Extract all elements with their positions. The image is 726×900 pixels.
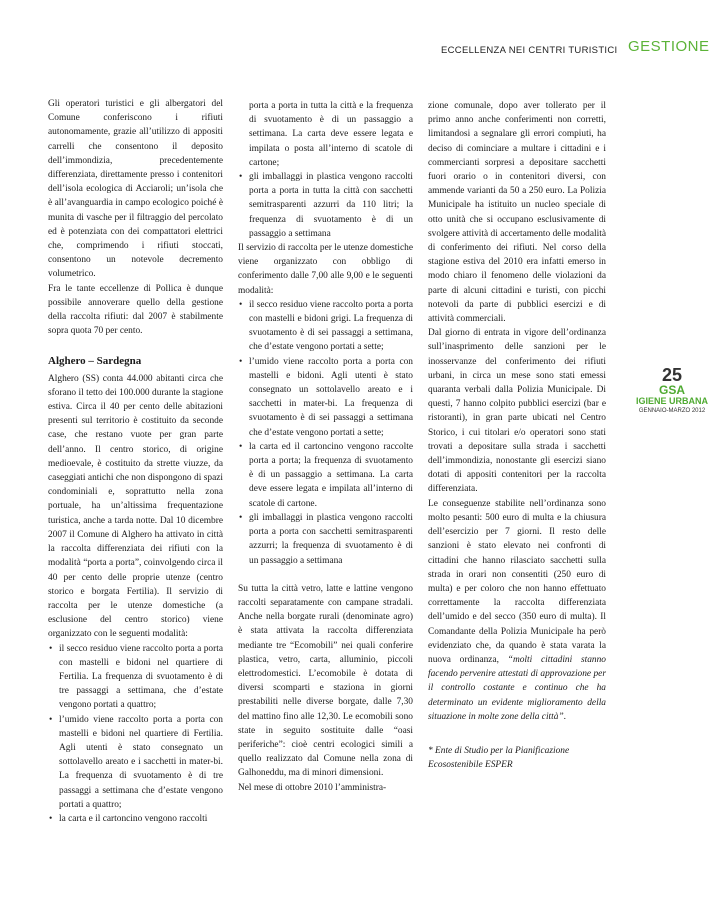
list-item: • il secco residuo viene raccolto porta a porta con mastelli e bidoni nel quartiere di Fertilia. La frequenza di svuotamento è di tre passaggi a settimana, che d’estate vengono portati a quattro; (48, 642, 223, 713)
column-2 (238, 99, 413, 795)
page-number: 25 (661, 365, 683, 385)
magazine-logo: GSA (658, 383, 685, 397)
paragraph: Fra le tante eccellenze di Pollica è dunque possibile annoverare quello della gestione della raccolta rifiuti: dal 2007 è stabilmente sopra quota 70 per cento. (48, 283, 223, 337)
quote: “molti cittadini stanno facendo pervenire attestati di approvazione per il controllo costante e continuo che ha determinato un evidente miglioramento della situazione in molte zone della città” (428, 654, 606, 722)
bullet-list (48, 642, 223, 827)
bullet-list (238, 298, 413, 568)
section-label: ECCELLENZA NEI CENTRI TURISTICI (441, 45, 618, 56)
list-item: • gli imballaggi in plastica vengono raccolti porta a porta in tutta la città con sacchetti semitrasparenti azzurri da 110 litri; la frequenza di svuotamento è di un passaggio a settimana (238, 170, 413, 241)
list-item: • l’umido viene raccolto porta a porta con mastelli e bidoni nel quartiere di Fertilia. Agli utenti è stato consegnato un sottolavello areato e i sacchetti in mater-bi. La frequenza di svuotamento è di tre passaggi a settimana che d’estate vengono portati a quattro; (48, 713, 223, 812)
article-subheading: Alghero – Sardegna (48, 355, 142, 368)
page-header (0, 38, 726, 62)
paragraph-end: . (563, 711, 567, 722)
bullet-list (238, 170, 413, 241)
section-title: GESTIONE (628, 38, 710, 55)
paragraph (428, 497, 606, 724)
page-folio (636, 366, 708, 415)
paragraph: Dal giorno di entrata in vigore dell’ordinanza sull’inasprimento delle sanzioni per le inosservanze del conferimento dei rifiuti urbani, in circa un mese sono stati emessi quaranta verbali dalla Polizia Municipale. Di questi, 7 hanno colpito pubblici esercizi (bar e ristoranti), in gran parte ubicati nel Centro Storico, i cui titolari e/o operatori sono stati trovati a depositare sulla strada i sacchetti dell’immondizia, nonostante gli esercizi siano dotati di appositi contenitori per la raccolta differenziata. (428, 328, 606, 495)
paragraph: Gli operatori turistici e gli albergatori del Comune conferiscono i rifiuti autonomamente, grazie all’utilizzo di appositi carrelli che consentono il deposito dell’immondizia, precedentemente differenziata, direttamente presso i contenitori dell’isola ecologica di Acciaroli; un’isola che è all’avanguardia in campo ecologico poiché è munita di vasche per il filtraggio del percolato ed è potenziata con dei compattatori elettrici che, comprimendo i rifiuti stoccati, consentono un notevole decremento volumetrico. (48, 99, 223, 280)
paragraph: Su tutta la città vetro, latte e lattine vengono raccolti separatamente con campane stradali. Anche nella borgate rurali (denominate agro) è stata attivata la raccolta differenziata mediante tre “Ecomobili” nei quali conferire plastica, vetro, carta, alluminio, piccoli elettrodomestici. L’ecomobile è dotata di diversi scomparti e staziona in giorni prestabiliti nelle diverse borgate, dalle 7,30 del mattino fino alle 12,30. Le ecomobili sono state in seguito sostituite dalle “oasi periferiche”: cioè centri ecologici simili a quello realizzato dal Comune nella zona di Galhoneddu, ma di minori dimensioni. (238, 583, 413, 779)
footnote: * Ente di Studio per la Pianificazione Ecosostenibile ESPER (428, 745, 570, 771)
list-item: • la carta ed il cartoncino vengono raccolte porta a porta; la frequenza di svuotamento è di un passaggio a settimana. La carta deve essere legata e impilata all’interno di scatole di cartone. (238, 440, 413, 511)
paragraph: zione comunale, dopo aver tollerato per il primo anno anche conferimenti non corretti, limitandosi a segnalare gli errori compiuti, ha deciso di cominciare a multare i cittadini e i commercianti sorpresi a depositare sacchetti fuori orario o in contenitori diversi, con ammende varianti da 50 a 250 euro. La Polizia Municipale ha istituito un nucleo speciale di otto unità che si occupano esclusivamente di svolgere attività di accertamento delle modalità di conferimento dei rifiuti. Nel corso della stagione estiva del 2010 era infatti emerso in modo chiaro il fenomeno delle violazioni da parte di alcuni cittadini e turisti, con picchi notevoli da parte di pubblici esercizi e di attività commerciali. (428, 101, 606, 325)
column-1 (48, 97, 223, 826)
paragraph: Alghero (SS) conta 44.000 abitanti circa che sforano il tetto dei 100.000 durante la stagione estiva. Circa il 40 per cento delle abitazioni presenti sul territorio è costituito da seconde case, che restano vuote per gran parte dell’anno. Il centro storico, di origine medioevale, è costituito da strette viuzze, da caseggiati antichi che non dispongono di spazi condominiali e, soprattutto nella zona portuale, ha un’altissima frequentazione turistica, anche a tarda notte. Dal 10 dicembre 2007 il Comune di Alghero ha attivato in città la raccolta differenziata dei rifiuti con la modalità “porta a porta”, coinvolgendo circa il 40 per cento delle proprie utenze (centro storico e borgata Fertilia). Il servizio di raccolta per le utenze domestiche (a esclusione del centro storico) viene organizzato con le seguenti modalità: (48, 373, 223, 640)
magazine-subtitle: IGIENE URBANA (636, 396, 709, 406)
paragraph: Nel mese di ottobre 2010 l’amministra- (238, 782, 387, 793)
list-item: • la carta e il cartoncino vengono raccolti (48, 812, 223, 826)
column-3 (428, 99, 606, 772)
paragraph: Il servizio di raccolta per le utenze domestiche viene organizzato con obbligo di conferimento dalle 7,00 alle 9,00 e le seguenti modalità: (238, 243, 413, 296)
list-item: • l’umido viene raccolto porta a porta con mastelli e bidoni. Agli utenti è stato consegnato un sottolavello areato e i sacchetti in mater-bi. La frequenza di svuotamento è di sei passaggi a settimana che d’estate vengono portati a sette; (238, 355, 413, 440)
issue-date: GENNAIO-MARZO 2012 (638, 408, 706, 414)
paragraph-text: Le conseguenze stabilite nell’ordinanza sono molto pesanti: 500 euro di multa e la chiusura dell’esercizio per 7 giorni. Il resto delle sanzioni è stato elevato nei confronti di cittadini che hanno rilasciato sacchetti sulla strada in orari non consentiti (250 euro di multa) e per coloro che non hanno effettuato correttamente la raccolta differenziata dell’umido e del secco (350 euro di multa). Il Comandante della Polizia Municipale ha però evidenziato che, da quando è stata varata la nuova ordinanza, (428, 498, 606, 665)
list-item: • il secco residuo viene raccolto porta a porta con mastelli e bidoni grigi. La frequenza di svuotamento è di sei passaggi a settimana, che d’estate vengono portati a sette; (238, 298, 413, 355)
paragraph: porta a porta in tutta la città e la frequenza di svuotamento è di un passaggio a settimana. La carta deve essere legata e impilata o posta all’interno di scatole di cartone; (249, 101, 413, 168)
list-item: • gli imballaggi in plastica vengono raccolti porta a porta con sacchetti semitrasparenti azzurri; la frequenza di svuotamento è di un passaggio a settimana (238, 511, 413, 568)
